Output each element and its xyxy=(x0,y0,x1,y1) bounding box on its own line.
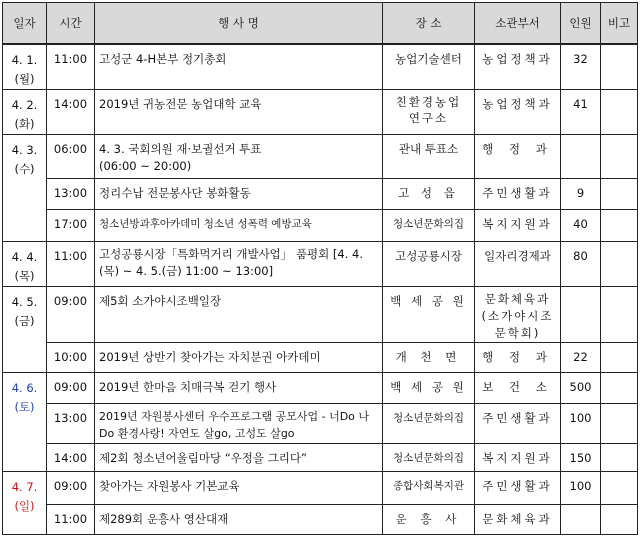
dept-cell: 농업정책과 xyxy=(475,90,561,135)
table-row xyxy=(3,287,638,343)
note-cell xyxy=(601,444,638,472)
date-day: 4. 2. xyxy=(11,98,38,112)
time-cell: 10:00 xyxy=(47,343,95,373)
event-cell: 고성군 4-H본부 정기총회 xyxy=(95,44,383,90)
place-cell: 청소년문화의집 xyxy=(383,404,475,444)
place-cell: 백 세 공 원 xyxy=(383,373,475,404)
date-weekday: (금) xyxy=(14,314,35,328)
dept-cell: 행 정 과 xyxy=(475,343,561,373)
place-cell: 개 천 면 xyxy=(383,343,475,373)
col-header-people: 인원 xyxy=(561,3,601,45)
dept-cell: 복지지원과 xyxy=(475,444,561,472)
time-cell: 11:00 xyxy=(47,505,95,535)
people-cell: 41 xyxy=(561,90,601,135)
date-cell xyxy=(3,287,47,373)
dept-cell: 일자리경제과 xyxy=(475,242,561,287)
dept-cell: 행 정 과 xyxy=(475,135,561,179)
place-cell: 청소년문화의집 xyxy=(383,210,475,242)
table-row xyxy=(3,179,638,210)
event-cell: 찾아가는 자원봉사 기본교육 xyxy=(95,472,383,505)
table-row xyxy=(3,90,638,135)
date-cell xyxy=(3,44,47,90)
time-cell: 14:00 xyxy=(47,90,95,135)
time-cell: 06:00 xyxy=(47,135,95,179)
col-header-time: 시간 xyxy=(47,3,95,45)
note-cell xyxy=(601,179,638,210)
people-cell: 80 xyxy=(561,242,601,287)
date-cell xyxy=(3,242,47,287)
dept-cell: 주민생활과 xyxy=(475,472,561,505)
time-cell: 09:00 xyxy=(47,287,95,343)
people-cell: 100 xyxy=(561,404,601,444)
note-cell xyxy=(601,373,638,404)
table-row xyxy=(3,135,638,179)
table-row xyxy=(3,343,638,373)
place-cell: 고성공룡시장 xyxy=(383,242,475,287)
date-day: 4. 1. xyxy=(11,53,38,67)
date-weekday: (수) xyxy=(14,162,35,176)
date-weekday: (일) xyxy=(14,499,35,513)
date-weekday: (토) xyxy=(14,400,35,414)
place-cell: 백 세 공 원 xyxy=(383,287,475,343)
place-cell: 친환경농업 연구소 xyxy=(383,90,475,135)
people-cell xyxy=(561,135,601,179)
col-header-place: 장 소 xyxy=(383,3,475,45)
table-row xyxy=(3,242,638,287)
date-day: 4. 5. xyxy=(11,295,38,309)
note-cell xyxy=(601,404,638,444)
event-cell: 제2회 청소년어울림마당 “우정을 그리다” xyxy=(95,444,383,472)
place-cell: 운 흥 사 xyxy=(383,505,475,535)
date-day: 4. 7. xyxy=(11,480,38,494)
event-cell: 2019년 자원봉사센터 우수프로그램 공모사업 - 너Do 나Do 환경사랑! 자연도 살go, 고성도 살go xyxy=(95,404,383,444)
table-row xyxy=(3,444,638,472)
col-header-dept: 소관부서 xyxy=(475,3,561,45)
note-cell xyxy=(601,135,638,179)
time-cell: 14:00 xyxy=(47,444,95,472)
event-cell: 2019년 한마음 치매극복 걷기 행사 xyxy=(95,373,383,404)
date-cell xyxy=(3,373,47,472)
place-cell: 관내 투표소 xyxy=(383,135,475,179)
place-cell: 농업기술센터 xyxy=(383,44,475,90)
schedule-table xyxy=(2,2,638,535)
time-cell: 13:00 xyxy=(47,404,95,444)
note-cell xyxy=(601,505,638,535)
place-cell: 청소년문화의집 xyxy=(383,444,475,472)
time-cell: 09:00 xyxy=(47,373,95,404)
note-cell xyxy=(601,210,638,242)
people-cell: 500 xyxy=(561,373,601,404)
dept-cell: 보 건 소 xyxy=(475,373,561,404)
dept-cell: 문화체육과 (소가야시조 문학회) xyxy=(475,287,561,343)
note-cell xyxy=(601,44,638,90)
event-cell: 4. 3. 국회의원 재·보궐선거 투표 (06:00 ~ 20:00) xyxy=(95,135,383,179)
date-weekday: (화) xyxy=(14,117,35,131)
time-cell: 13:00 xyxy=(47,179,95,210)
note-cell xyxy=(601,242,638,287)
note-cell xyxy=(601,90,638,135)
event-cell: 제289회 운흥사 영산대재 xyxy=(95,505,383,535)
col-header-event: 행 사 명 xyxy=(95,3,383,45)
event-cell: 2019년 상반기 찾아가는 자치분권 아카데미 xyxy=(95,343,383,373)
people-cell xyxy=(561,505,601,535)
event-cell: 2019년 귀농전문 농업대학 교육 xyxy=(95,90,383,135)
people-cell: 100 xyxy=(561,472,601,505)
people-cell: 32 xyxy=(561,44,601,90)
note-cell xyxy=(601,343,638,373)
table-row xyxy=(3,373,638,404)
time-cell: 09:00 xyxy=(47,472,95,505)
dept-cell: 복지지원과 xyxy=(475,210,561,242)
place-cell: 고 성 읍 xyxy=(383,179,475,210)
people-cell: 40 xyxy=(561,210,601,242)
place-cell: 종합사회복지관 xyxy=(383,472,475,505)
people-cell: 9 xyxy=(561,179,601,210)
time-cell: 11:00 xyxy=(47,242,95,287)
col-header-note: 비고 xyxy=(601,3,638,45)
event-cell: 청소년방과후아카데미 청소년 성폭력 예방교육 xyxy=(95,210,383,242)
table-row xyxy=(3,210,638,242)
event-cell: 정리수납 전문봉사단 봉화활동 xyxy=(95,179,383,210)
date-cell xyxy=(3,90,47,135)
date-day: 4. 6. xyxy=(11,381,38,395)
event-cell: 고성공룡시장「특화먹거리 개발사업」 품평회 [4. 4.(목) ~ 4. 5.(금) 11:00 ~ 13:00] xyxy=(95,242,383,287)
table-row xyxy=(3,505,638,535)
people-cell: 150 xyxy=(561,444,601,472)
col-header-date: 일자 xyxy=(3,3,47,45)
table-row xyxy=(3,404,638,444)
table-row xyxy=(3,44,638,90)
date-day: 4. 3. xyxy=(11,143,38,157)
dept-cell: 주민생활과 xyxy=(475,404,561,444)
date-day: 4. 4. xyxy=(11,250,38,264)
people-cell xyxy=(561,287,601,343)
event-cell: 제5회 소가야시조백일장 xyxy=(95,287,383,343)
note-cell xyxy=(601,472,638,505)
note-cell xyxy=(601,287,638,343)
dept-cell: 주민생활과 xyxy=(475,179,561,210)
time-cell: 11:00 xyxy=(47,44,95,90)
table-row xyxy=(3,472,638,505)
people-cell: 22 xyxy=(561,343,601,373)
header-row xyxy=(3,3,638,45)
date-cell xyxy=(3,472,47,535)
date-weekday: (목) xyxy=(14,269,35,283)
time-cell: 17:00 xyxy=(47,210,95,242)
dept-cell: 문화체육과 xyxy=(475,505,561,535)
date-weekday: (월) xyxy=(14,72,35,86)
date-cell xyxy=(3,135,47,242)
dept-cell: 농업정책과 xyxy=(475,44,561,90)
